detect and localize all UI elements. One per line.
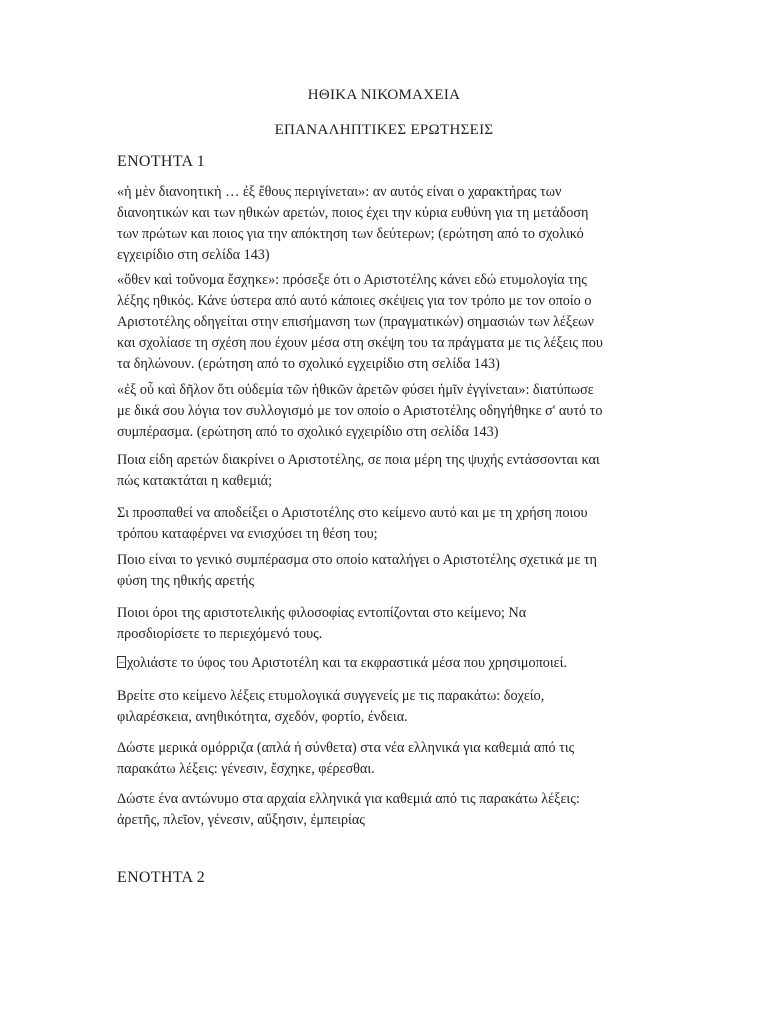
question-4 (117, 450, 652, 492)
question-line: διανοητικών και των ηθικών αρετών, ποιος έχει την κύρια ευθύνη για τη μετάδοση (117, 205, 589, 221)
section-heading-1: ΕΝΟΤΗΤΑ 1 (117, 153, 206, 170)
question-line: παρακάτω λέξεις: γένεσιν, ἔσχηκε, φέρεσθαι. (117, 761, 375, 777)
question-text: χολιάστε το ύφος του Αριστοτέλη και τα εκφραστικά μέσα που χρησιμοποιεί. (127, 655, 567, 671)
question-line: Ποια είδη αρετών διακρίνει ο Αριστοτέλης, σε ποια μέρη της ψυχής εντάσσονται και (117, 452, 600, 468)
question-5 (117, 503, 652, 545)
document-title: ΗΘΙΚΑ ΝΙΚΟΜΑΧΕΙΑ (307, 87, 461, 103)
question-9 (117, 686, 652, 728)
question-line: φιλαρέσκεια, ανηθικότητα, σχεδόν, φορτίο, ένδεια. (117, 709, 408, 725)
question-line: Ποιο είναι το γενικό συμπέρασμα στο οποίο καταλήγει ο Αριστοτέλης σχετικά με τη (117, 552, 597, 568)
question-line: Ποιοι όροι της αριστοτελικής φιλοσοφίας εντοπίζονται στο κείμενο; Να (117, 605, 527, 621)
question-10 (117, 738, 652, 780)
question-3 (117, 380, 652, 443)
question-line: «ἡ μὲν διανοητικὴ … ἐξ ἔθους περιγίνεται»: αν αυτός είναι ο χαρακτήρας των (117, 184, 562, 200)
question-line: «ἐξ οὗ καὶ δῆλον ὅτι οὐδεμία τῶν ἠθικῶν ἀρετῶν φύσει ἡμῖν ἐγγίνεται»: διατύπωσε (117, 382, 594, 398)
question-line: εγχειρίδιο στη σελίδα 143) (117, 247, 270, 263)
question-line: ἀρετῆς, πλεῖον, γένεσιν, αὔξησιν, ἐμπειρίας (117, 812, 365, 828)
question-line: λέξης ηθικός. Κάνε ύστερα από αυτό κάποιες σκέψεις για τον τρόπο με τον οποίο ο (117, 293, 592, 309)
question-line: τα δηλώνουν. (ερώτηση από το σχολικό εγχειρίδιο στη σελίδα 143) (117, 356, 500, 372)
question-line: φύση της ηθικής αρετής (117, 573, 255, 589)
question-8 (117, 653, 652, 674)
question-line: Βρείτε στο κείμενο λέξεις ετυμολογικά συγγενείς με τις παρακάτω: δοχείο, (117, 688, 545, 704)
question-6 (117, 550, 652, 592)
section-heading-2: ΕΝΟΤΗΤΑ 2 (117, 869, 206, 886)
missing-glyph-box-icon (117, 656, 126, 668)
question-line: πώς κατακτάται η καθεμιά; (117, 473, 273, 489)
question-line: και σχολίασε τη σχέση που έχουν μέσα στη σκέψη του τα πράγματα με τις λέξεις που (117, 335, 603, 351)
question-line: Σι προσπαθεί να αποδείξει ο Αριστοτέλης στο κείμενο αυτό και με τη χρήση ποιου (117, 505, 588, 521)
question-line: με δικά σου λόγια τον συλλογισμό με τον οποίο ο Αριστοτέλης οδηγήθηκε σ' αυτό το (117, 403, 603, 419)
question-line: τρόπου καταφέρνει να ενισχύσει τη θέση του; (117, 526, 378, 542)
question-line: των πρώτων και ποιος για την απόκτηση των δεύτερων; (ερώτηση από το σχολικό (117, 226, 584, 242)
document-subtitle: ΕΠΑΝΑΛΗΠΤΙΚΕΣ ΕΡΩΤΗΣΕΙΣ (274, 122, 494, 138)
question-line (117, 653, 652, 674)
question-11 (117, 789, 652, 831)
question-line: Δώστε μερικά ομόρριζα (απλά ή σύνθετα) στα νέα ελληνικά για καθεμιά από τις (117, 740, 575, 756)
question-line: «ὅθεν καὶ τοὔνομα ἔσχηκε»: πρόσεξε ότι ο Αριστοτέλης κάνει εδώ ετυμολογία της (117, 272, 587, 288)
question-line: Δώστε ένα αντώνυμο στα αρχαία ελληνικά για καθεμιά από τις παρακάτω λέξεις: (117, 791, 580, 807)
question-line: Αριστοτέλης οδηγείται στην επισήμανση των (πραγματικών) σημασιών των λέξεων (117, 314, 594, 330)
question-7 (117, 603, 652, 645)
question-line: προσδιορίσετε το περιεχόμενό τους. (117, 626, 323, 642)
question-2 (117, 270, 652, 375)
question-line: συμπέρασμα. (ερώτηση από το σχολικό εγχειρίδιο στη σελίδα 143) (117, 424, 499, 440)
question-1 (117, 182, 652, 266)
